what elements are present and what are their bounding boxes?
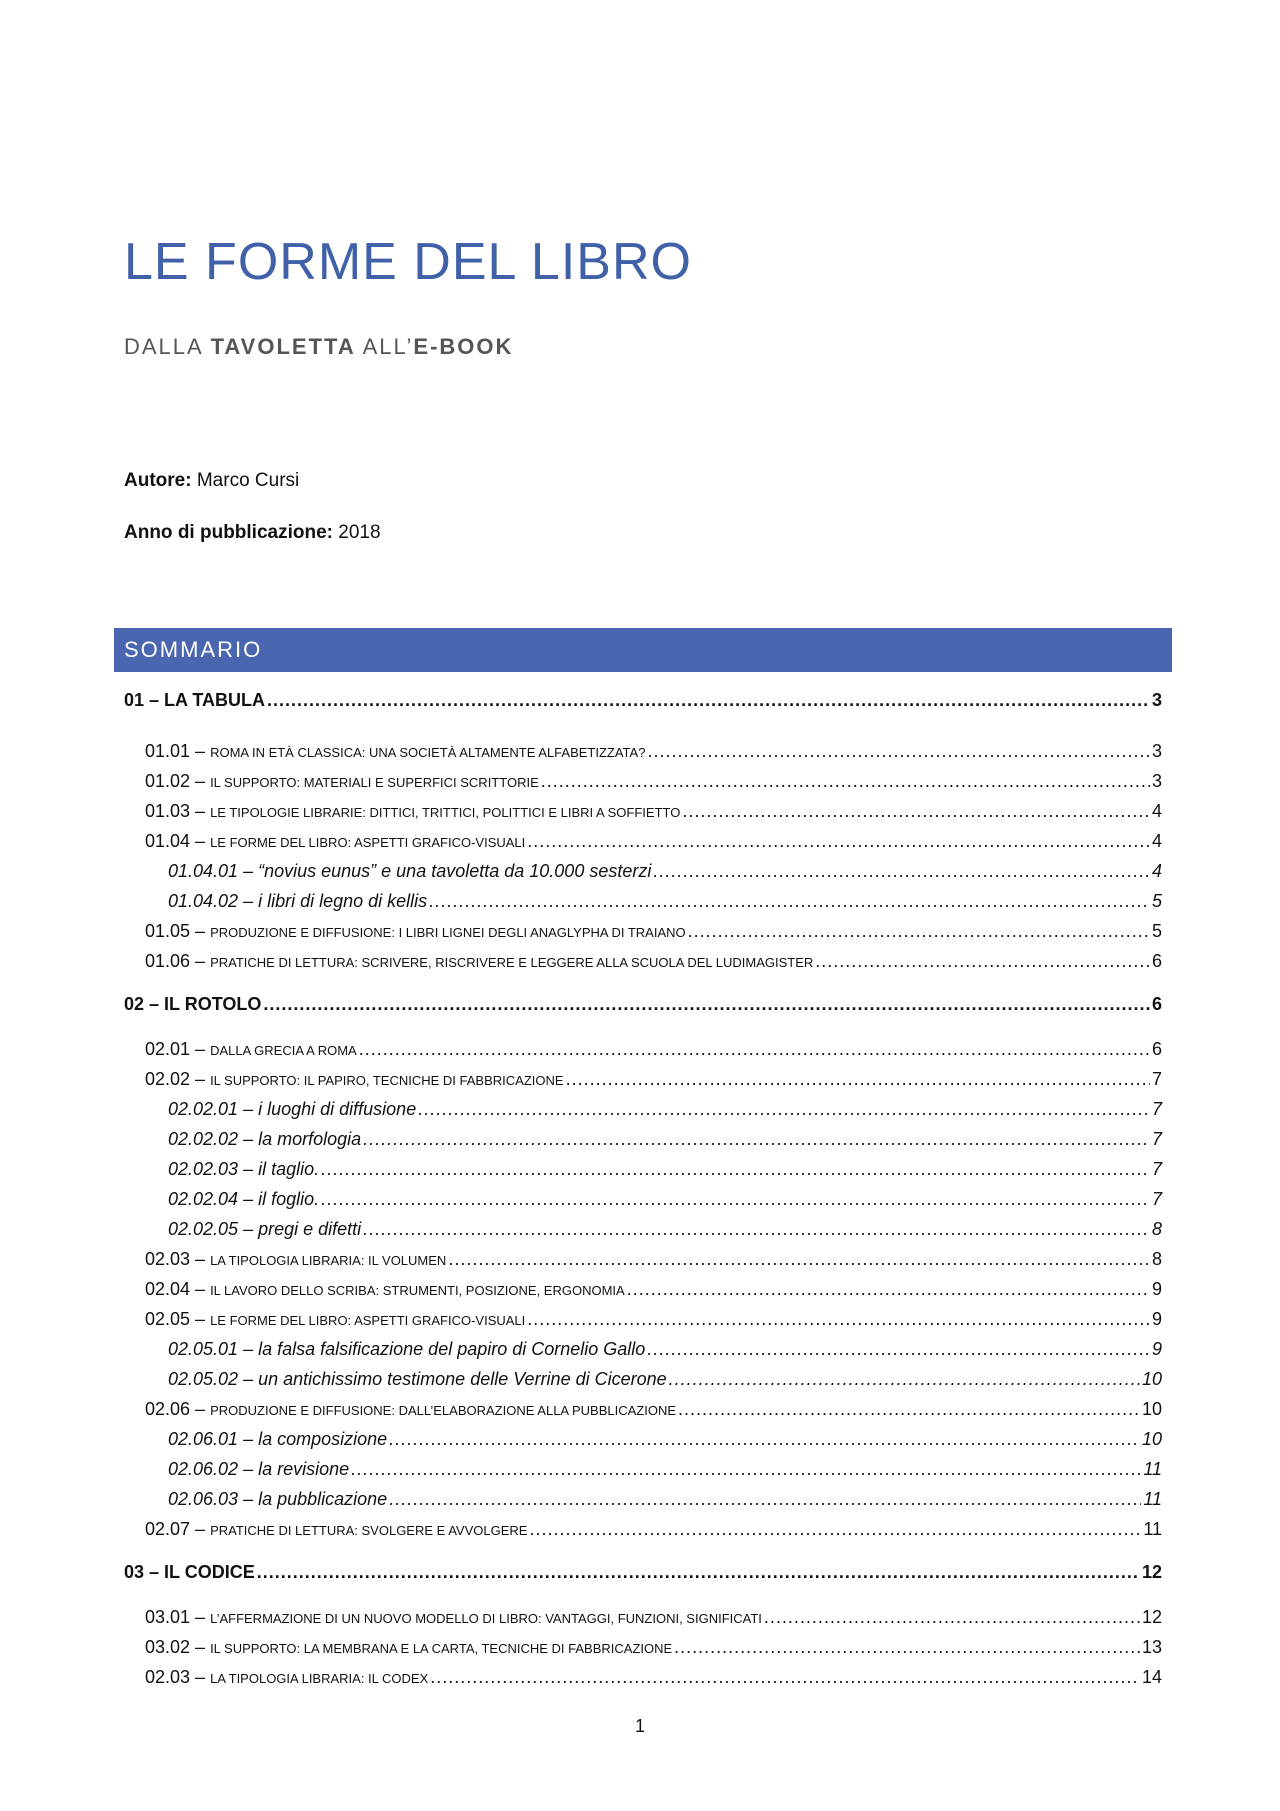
toc-entry-title — [168, 891, 427, 912]
toc-entry-number: 01.01 – — [145, 741, 211, 761]
toc-entry-text: LE FORME DEL LIBRO: ASPETTI GRAFICO-VISUALI — [210, 1313, 526, 1328]
toc-entry-number: 03.02 – — [145, 1637, 211, 1657]
toc-entry-title — [145, 1399, 676, 1420]
toc-entry-title — [124, 994, 261, 1015]
toc-entry-text: L’AFFERMAZIONE DI UN NUOVO MODELLO DI LIBRO: VANTAGGI, FUNZIONI, SIGNIFICATI — [210, 1611, 762, 1626]
toc-entry-text: i libri di legno di kellis — [258, 891, 428, 911]
toc-page-number: 9 — [1151, 1309, 1162, 1329]
toc-entry-title — [145, 801, 680, 822]
toc-dot-leader — [647, 1339, 1150, 1360]
toc-entry-number: 01.02 – — [145, 771, 211, 791]
toc-chapter[interactable] — [124, 994, 1162, 1015]
toc-page-number: 7 — [1151, 1069, 1162, 1089]
toc-page-number: 13 — [1141, 1637, 1162, 1657]
toc-entry-text: ROMA IN ETÀ CLASSICA: UNA SOCIETÀ ALTAMENTE ALFABETIZZATA? — [210, 745, 646, 760]
toc-section[interactable] — [145, 951, 1162, 972]
toc-page-number: 10 — [1141, 1429, 1162, 1449]
toc-page-number: 8 — [1151, 1219, 1162, 1239]
toc-entry-text: IL SUPPORTO: IL PAPIRO, TECNICHE DI FABBRICAZIONE — [210, 1073, 564, 1088]
toc-entry-number: 02.05.02 – — [168, 1369, 259, 1389]
toc-entry-title — [145, 1279, 625, 1300]
toc-chapter[interactable] — [124, 690, 1162, 711]
toc-dot-leader — [669, 1369, 1140, 1390]
toc-entry-title — [124, 690, 265, 711]
toc-entry-text: PRODUZIONE E DIFFUSIONE: DALL’ELABORAZIONE ALLA PUBBLICAZIONE — [210, 1403, 677, 1418]
toc-entry-title — [145, 771, 539, 792]
year-label: Anno di pubblicazione: — [124, 522, 333, 543]
toc-subsection[interactable] — [168, 1159, 1162, 1180]
toc-entry-title — [145, 831, 525, 852]
subtitle-part-bold: E-BOOK — [413, 334, 514, 359]
toc-entry-number: 03.01 – — [145, 1607, 211, 1627]
toc-entry-title — [168, 1429, 387, 1450]
toc-page-number: 8 — [1151, 1249, 1162, 1269]
toc-heading: SOMMARIO — [114, 628, 1172, 672]
toc-entry-number: 02.04 – — [145, 1279, 211, 1299]
toc-entry-text: PRODUZIONE E DIFFUSIONE: I LIBRI LIGNEI DEGLI ANAGLYPHA DI TRAIANO — [210, 925, 686, 940]
toc-dot-leader — [430, 1667, 1140, 1688]
toc-subsection[interactable] — [168, 1339, 1162, 1360]
toc-dot-leader — [627, 1279, 1150, 1300]
toc-entry-number: 02.02.04 – — [168, 1189, 259, 1209]
toc-section[interactable] — [145, 1249, 1162, 1270]
toc-entry-title — [145, 1519, 527, 1540]
toc-entry-number: 01.04 – — [145, 831, 211, 851]
toc-dot-leader — [678, 1399, 1140, 1420]
author-label: Autore: — [124, 470, 192, 491]
toc-page-number: 7 — [1151, 1099, 1162, 1119]
toc-dot-leader — [682, 801, 1150, 822]
toc-page-number: 7 — [1151, 1189, 1162, 1209]
toc-entry-number: 02.07 – — [145, 1519, 211, 1539]
toc-entry-number: 01 – LA TABULA — [124, 690, 266, 710]
toc-entry-number: 02.02 – — [145, 1069, 211, 1089]
year-value: 2018 — [332, 522, 381, 543]
toc-section[interactable] — [145, 1399, 1162, 1420]
toc-dot-leader — [674, 1637, 1140, 1658]
toc-entry-text: IL SUPPORTO: MATERIALI E SUPERFICI SCRITTORIE — [210, 775, 539, 790]
toc-entry-text: il foglio. — [258, 1189, 320, 1209]
toc-chapter[interactable] — [124, 1562, 1162, 1583]
subtitle-part: ALL’ — [355, 334, 414, 359]
toc-entry-title — [145, 1309, 525, 1330]
toc-entry-title — [168, 1189, 319, 1210]
toc-entry-title — [168, 1489, 387, 1510]
toc-section[interactable] — [145, 1667, 1162, 1688]
toc-entry-number: 02.02.05 – — [168, 1219, 259, 1239]
toc-entry-title — [168, 1219, 361, 1240]
toc-entry-title — [168, 1339, 645, 1360]
toc-section[interactable] — [145, 801, 1162, 822]
toc-subsection[interactable] — [168, 1459, 1162, 1480]
toc-section[interactable] — [145, 1279, 1162, 1300]
toc-dot-leader — [363, 1129, 1150, 1150]
toc-dot-leader — [527, 831, 1150, 852]
toc-entry-text: il taglio. — [258, 1159, 320, 1179]
toc-page-number: 10 — [1141, 1369, 1162, 1389]
toc-entry-title — [145, 741, 645, 762]
toc-page-number: 5 — [1151, 921, 1162, 941]
toc-entry-title — [168, 1459, 349, 1480]
toc-entry-number: 02.05.01 – — [168, 1339, 259, 1359]
author-value: Marco Cursi — [191, 470, 300, 491]
toc-entry-text: LE FORME DEL LIBRO: ASPETTI GRAFICO-VISUALI — [210, 835, 526, 850]
toc-entry-title — [145, 951, 813, 972]
toc-entry-number: 02.02.02 – — [168, 1129, 259, 1149]
toc-dot-leader — [448, 1249, 1150, 1270]
toc-entry-number: 01.04.02 – — [168, 891, 259, 911]
toc-entry-number: 02.03 – — [145, 1667, 211, 1687]
toc-entry-text: PRATICHE DI LETTURA: SVOLGERE E AVVOLGERE — [210, 1523, 528, 1538]
toc-section[interactable] — [145, 831, 1162, 852]
toc-entry-title — [168, 1099, 416, 1120]
toc-entry-title — [145, 1667, 428, 1688]
subtitle-part-bold: TAVOLETTA — [210, 334, 356, 359]
toc-subsection[interactable] — [168, 891, 1162, 912]
toc-page-number: 6 — [1151, 994, 1162, 1014]
page-number: 1 — [634, 1716, 645, 1736]
toc-page-number: 10 — [1141, 1399, 1162, 1419]
toc-entry-title — [145, 921, 686, 942]
toc-dot-leader — [527, 1309, 1150, 1330]
toc-page-number: 6 — [1151, 1039, 1162, 1059]
toc-entry-number: 02.02.01 – — [168, 1099, 259, 1119]
document-title: LE FORME DEL LIBRO — [124, 233, 692, 291]
toc-entry-text: la morfologia — [258, 1129, 362, 1149]
toc-entry-title — [145, 1607, 762, 1628]
toc-entry-title — [168, 1129, 361, 1150]
toc-entry-title — [168, 1369, 667, 1390]
toc-entry-text: LE TIPOLOGIE LIBRARIE: DITTICI, TRITTICI, POLITTICI E LIBRI A SOFFIETTO — [210, 805, 681, 820]
toc-page-number: 11 — [1143, 1459, 1162, 1479]
toc-entry-text: pregi e difetti — [258, 1219, 362, 1239]
toc-dot-leader — [541, 771, 1150, 792]
subtitle-part: DALLA — [124, 334, 211, 359]
toc-entry-number: 02 – IL ROTOLO — [124, 994, 262, 1014]
toc-entry-number: 02.06.03 – — [168, 1489, 259, 1509]
toc-entry-title — [168, 1159, 319, 1180]
toc-page-number: 4 — [1151, 861, 1162, 881]
toc-dot-leader — [389, 1429, 1140, 1450]
toc-section[interactable] — [145, 1039, 1162, 1060]
toc-section[interactable] — [145, 1069, 1162, 1090]
toc-dot-leader — [321, 1189, 1150, 1210]
toc-dot-leader — [359, 1039, 1150, 1060]
toc-subsection[interactable] — [168, 1099, 1162, 1120]
toc-dot-leader — [815, 951, 1150, 972]
toc-entry-text: IL SUPPORTO: LA MEMBRANA E LA CARTA, TECNICHE DI FABBRICAZIONE — [210, 1641, 673, 1656]
toc-entry-text: PRATICHE DI LETTURA: SCRIVERE, RISCRIVERE E LEGGERE ALLA SCUOLA DEL LUDIMAGISTER — [210, 955, 814, 970]
toc-page-number: 11 — [1143, 1489, 1162, 1509]
toc-dot-leader — [764, 1607, 1140, 1628]
toc-entry-text: DALLA GRECIA A ROMA — [210, 1043, 357, 1058]
toc-dot-leader — [389, 1489, 1141, 1510]
toc-section[interactable] — [145, 1519, 1162, 1540]
toc-entry-text: la revisione — [258, 1459, 350, 1479]
toc-dot-leader — [647, 741, 1150, 762]
toc-dot-leader — [418, 1099, 1150, 1120]
toc-dot-leader — [321, 1159, 1150, 1180]
toc-entry-title — [145, 1637, 672, 1658]
toc-subsection[interactable] — [168, 1189, 1162, 1210]
toc-entry-number: 01.05 – — [145, 921, 211, 941]
toc-page-number: 5 — [1151, 891, 1162, 911]
toc-dot-leader — [529, 1519, 1141, 1540]
toc-entry-title — [145, 1039, 357, 1060]
toc-dot-leader — [566, 1069, 1150, 1090]
toc-entry-text: un antichissimo testimone delle Verrine di Cicerone — [258, 1369, 667, 1389]
toc-section[interactable] — [145, 1607, 1162, 1628]
toc-page-number: 6 — [1151, 951, 1162, 971]
toc-entry-number: 02.02.03 – — [168, 1159, 259, 1179]
toc-entry-text: la pubblicazione — [258, 1489, 388, 1509]
toc-subsection[interactable] — [168, 1429, 1162, 1450]
toc-dot-leader — [257, 1562, 1140, 1583]
toc-entry-text: LA TIPOLOGIA LIBRARIA: IL VOLUMEN — [210, 1253, 447, 1268]
toc-entry-text: i luoghi di diffusione — [258, 1099, 417, 1119]
toc-page-number: 4 — [1151, 801, 1162, 821]
toc-entry-number: 03 – IL CODICE — [124, 1562, 255, 1582]
toc-section[interactable] — [145, 921, 1162, 942]
toc-dot-leader — [363, 1219, 1150, 1240]
toc-subsection[interactable] — [168, 1219, 1162, 1240]
toc-subsection[interactable] — [168, 861, 1162, 882]
toc-dot-leader — [267, 690, 1150, 711]
toc-subsection[interactable] — [168, 1489, 1162, 1510]
toc-page-number: 4 — [1151, 831, 1162, 851]
toc-page-number: 7 — [1151, 1159, 1162, 1179]
toc-entry-number: 02.06.02 – — [168, 1459, 259, 1479]
toc-page-number: 3 — [1151, 741, 1162, 761]
toc-entry-title — [124, 1562, 255, 1583]
toc-dot-leader — [688, 921, 1150, 942]
toc-entry-number: 02.01 – — [145, 1039, 211, 1059]
toc-page-number: 12 — [1141, 1562, 1162, 1582]
toc-entry-text: la falsa falsificazione del papiro di Cornelio Gallo — [258, 1339, 646, 1359]
toc-dot-leader — [653, 861, 1150, 882]
toc-page-number: 7 — [1151, 1129, 1162, 1149]
toc-dot-leader — [351, 1459, 1141, 1480]
toc-page-number: 14 — [1141, 1667, 1162, 1687]
toc-page-number: 3 — [1151, 690, 1162, 710]
toc-page-number: 11 — [1143, 1519, 1162, 1539]
toc-section[interactable] — [145, 1309, 1162, 1330]
toc-dot-leader — [429, 891, 1150, 912]
toc-subsection[interactable] — [168, 1369, 1162, 1390]
toc-page-number: 12 — [1141, 1607, 1162, 1627]
toc-section[interactable] — [145, 771, 1162, 792]
toc-entry-title — [145, 1069, 564, 1090]
toc-section[interactable] — [145, 741, 1162, 762]
toc-entry-text: “novius eunus” e una tavoletta da 10.000 sesterzi — [258, 861, 652, 881]
toc-entry-number: 01.03 – — [145, 801, 211, 821]
toc-entry-number: 01.04.01 – — [168, 861, 259, 881]
toc-entry-text: IL LAVORO DELLO SCRIBA: STRUMENTI, POSIZIONE, ERGONOMIA — [210, 1283, 625, 1298]
toc-entry-title — [145, 1249, 446, 1270]
toc-entry-number: 02.06 – — [145, 1399, 211, 1419]
toc-section[interactable] — [145, 1637, 1162, 1658]
toc-entry-number: 02.06.01 – — [168, 1429, 259, 1449]
toc-entry-number: 01.06 – — [145, 951, 211, 971]
toc-page-number: 9 — [1151, 1339, 1162, 1359]
toc-subsection[interactable] — [168, 1129, 1162, 1150]
toc-entry-number: 02.05 – — [145, 1309, 211, 1329]
toc-dot-leader — [263, 994, 1150, 1015]
toc-page-number: 9 — [1151, 1279, 1162, 1299]
toc-entry-number: 02.03 – — [145, 1249, 211, 1269]
toc-page-number: 3 — [1151, 771, 1162, 791]
toc-entry-text: LA TIPOLOGIA LIBRARIA: IL CODEX — [210, 1671, 429, 1686]
toc-entry-text: la composizione — [258, 1429, 388, 1449]
toc-entry-title — [168, 861, 651, 882]
